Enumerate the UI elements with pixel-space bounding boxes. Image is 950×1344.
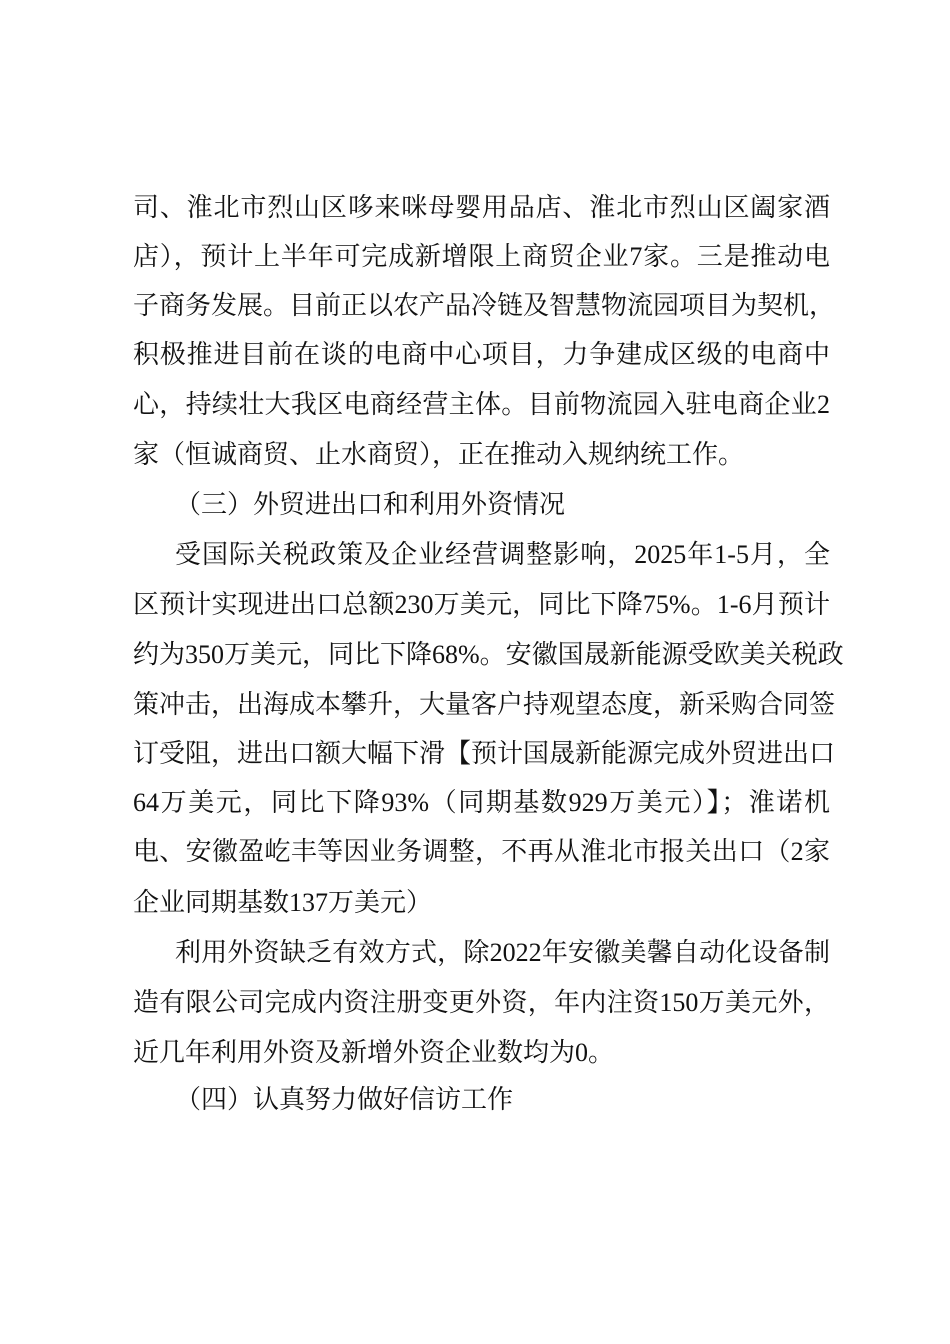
text-line: 64万美元，同比下降93%（同期基数929万美元）】；淮诺机	[133, 788, 830, 817]
section-heading: （四）认真努力做好信访工作	[175, 1085, 514, 1114]
section-heading: （三）外贸进出口和利用外资情况	[175, 490, 566, 519]
text-line: 近几年利用外资及新增外资企业数均为0。	[133, 1038, 615, 1067]
text-line: 子商务发展。目前正以农产品冷链及智慧物流园项目为契机，	[133, 291, 836, 320]
text-line: 企业同期基数137万美元）	[133, 888, 433, 917]
text-line: 心，持续壮大我区电商经营主体。目前物流园入驻电商企业2	[133, 390, 830, 419]
text-line: 策冲击，出海成本攀升，大量客户持观望态度，新采购合同签	[133, 690, 836, 719]
text-line: 司、淮北市烈山区哆来咪母婴用品店、淮北市烈山区阖家酒	[133, 193, 830, 222]
text-line: 受国际关税政策及企业经营调整影响，2025年1-5月，全	[175, 540, 830, 569]
text-line: 利用外资缺乏有效方式，除2022年安徽美馨自动化设备制	[175, 938, 830, 967]
text-line: 约为350万美元，同比下降68%。安徽国晟新能源受欧美关税政	[133, 640, 844, 669]
text-line: 店），预计上半年可完成新增限上商贸企业7家。三是推动电	[133, 242, 830, 271]
text-line: 订受阻，进出口额大幅下滑【预计国晟新能源完成外贸进出口	[133, 739, 836, 768]
text-line: 积极推进目前在谈的电商中心项目，力争建成区级的电商中	[133, 340, 830, 369]
text-line: 家（恒诚商贸、止水商贸），正在推动入规纳统工作。	[133, 440, 745, 469]
text-line: 区预计实现进出口总额230万美元，同比下降75%。1-6月预计	[133, 590, 830, 619]
text-line: 造有限公司完成内资注册变更外资，年内注资150万美元外，	[133, 988, 830, 1017]
text-line: 电、安徽盈屹丰等因业务调整，不再从淮北市报关出口（2家	[133, 837, 830, 866]
